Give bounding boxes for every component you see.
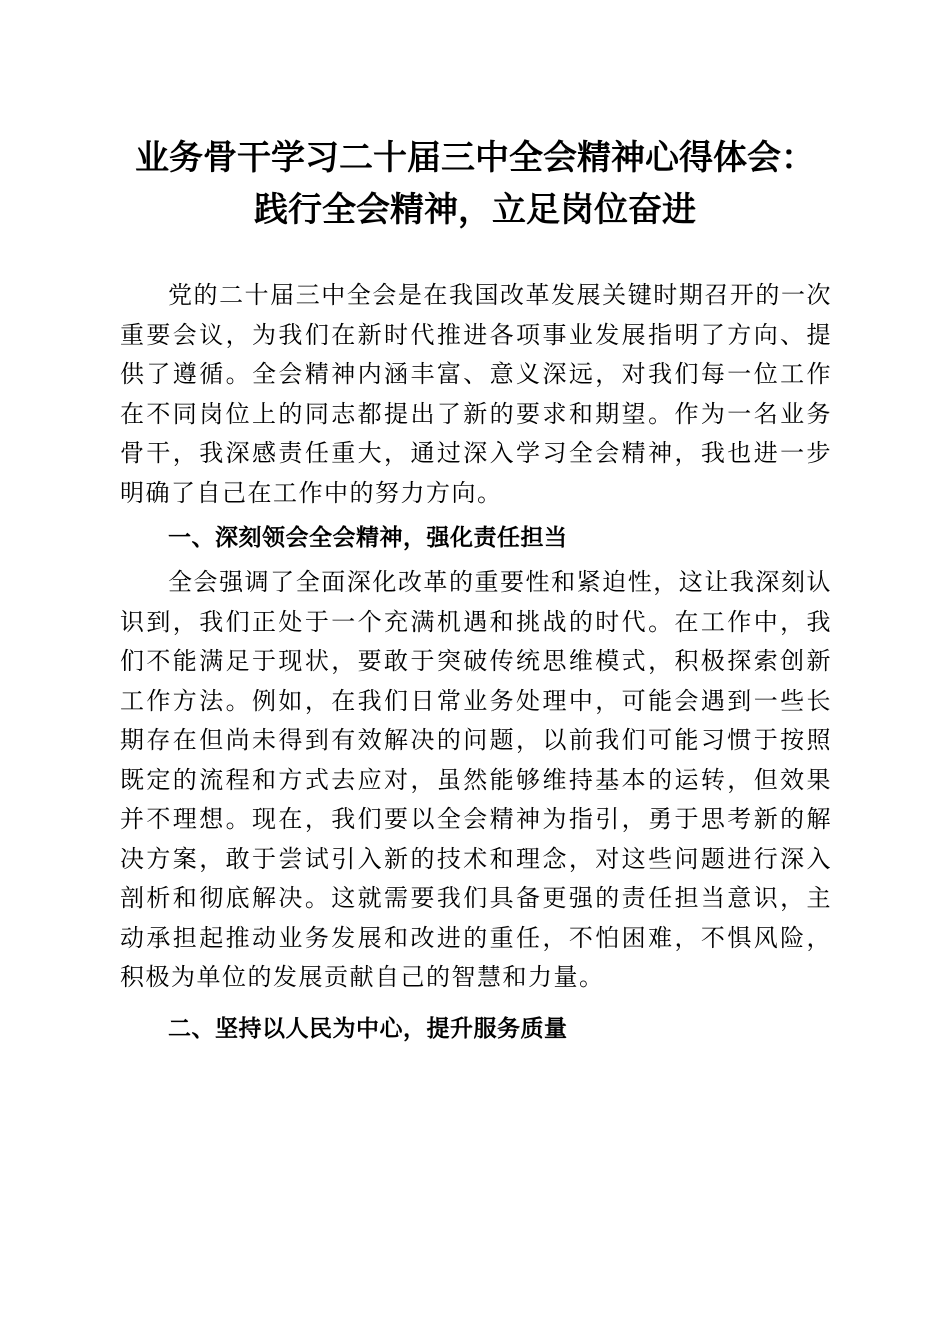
title-line-1: 业务骨干学习二十届三中全会精神心得体会： <box>135 138 815 178</box>
section-2-heading: 二、坚持以人民为中心，提升服务质量 <box>168 1015 568 1042</box>
document-body <box>120 276 832 1054</box>
section-1-paragraph: 全会强调了全面深化改革的重要性和紧迫性，这让我深刻认识到，我们正处于一个充满机遇和挑战的时代。在工作中，我们不能满足于现状，要敢于突破传统思维模式，积极探索创新工作方法。例如，在我们日常业务处理中，可能会遇到一些长期存在但尚未得到有效解决的问题，以前我们可能习惯于按照既定的流程和方式去应对，虽然能够维持基本的运转，但效果并不理想。现在，我们要以全会精神为指引，勇于思考新的解决方案，敢于尝试引入新的技术和理念，对这些问题进行深入剖析和彻底解决。这就需要我们具备更强的责任担当意识，主动承担起推动业务发展和改进的重任，不怕困难，不惧风险，积极为单位的发展贡献自己的智慧和力量。 <box>120 568 832 991</box>
section-1-heading: 一、深刻领会全会精神，强化责任担当 <box>168 525 568 551</box>
title-line-2: 践行全会精神，立足岗位奋进 <box>254 190 696 230</box>
document-title <box>60 132 890 236</box>
intro-paragraph: 党的二十届三中全会是在我国改革发展关键时期召开的一次重要会议，为我们在新时代推进各项事业发展指明了方向、提供了遵循。全会精神内涵丰富、意义深远，对我们每一位工作在不同岗位上的同志都提出了新的要求和期望。作为一名业务骨干，我深感责任重大，通过深入学习全会精神，我也进一步明确了自己在工作中的努力方向。 <box>120 281 832 507</box>
